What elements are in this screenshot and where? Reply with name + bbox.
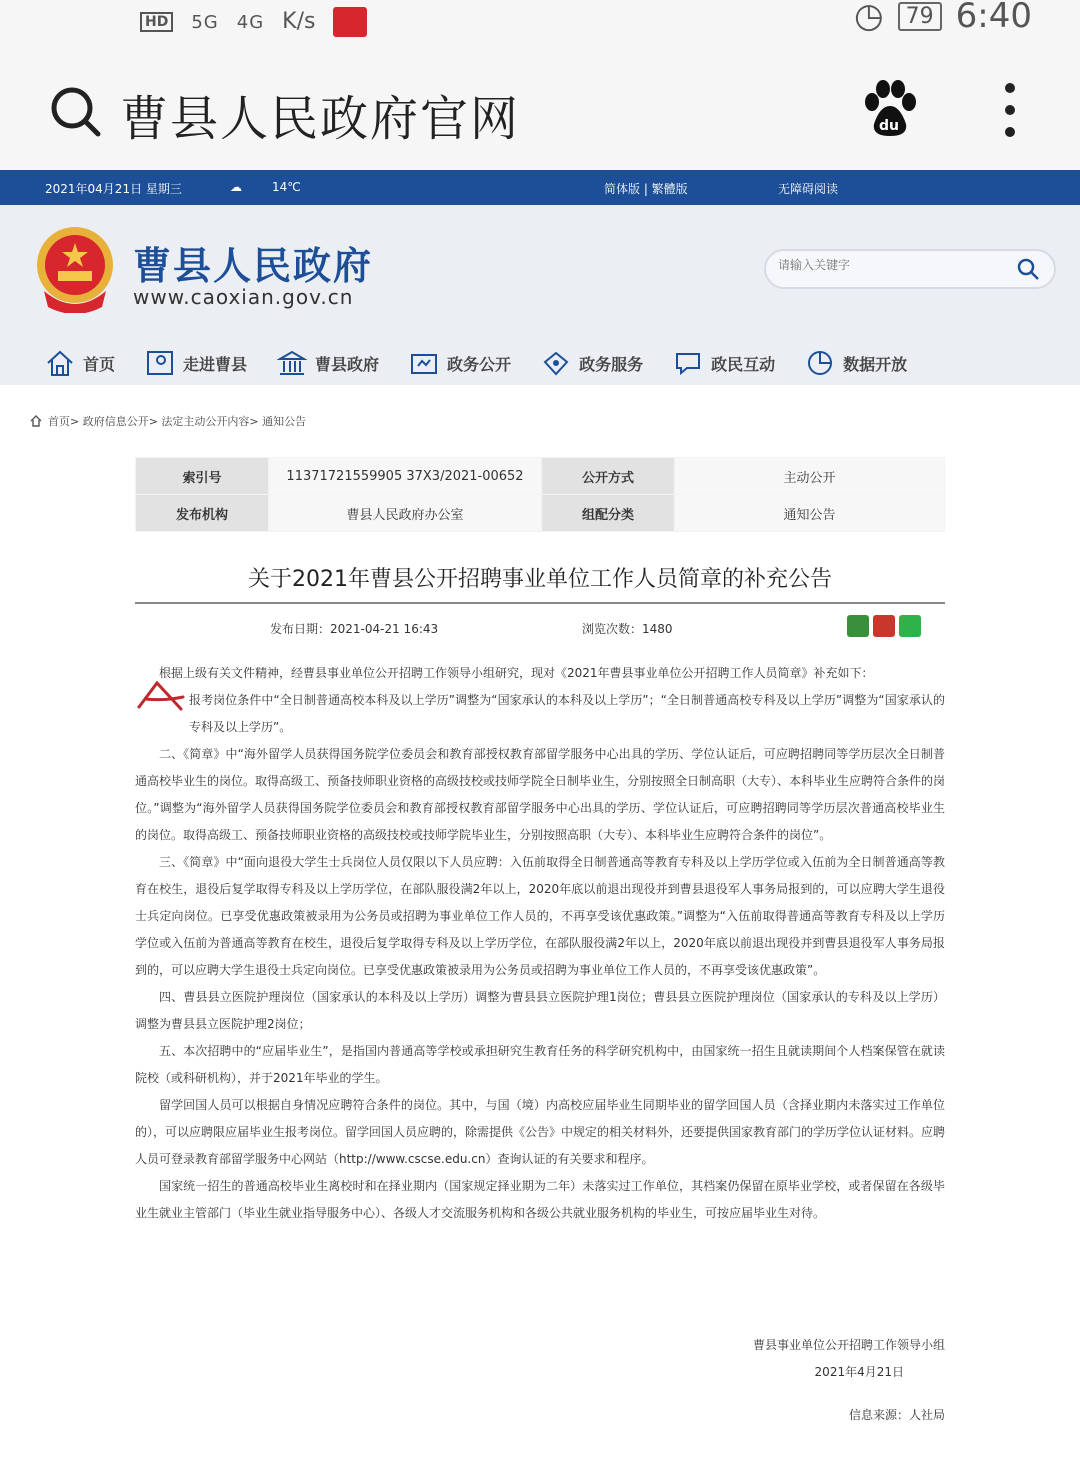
paragraph: 三、《简章》中“面向退役大学生士兵岗位人员仅限以下人员应聘：入伍前取得全日制普通高等教育专科及以上学历学位或入伍前为全日制普通高等教育在校生，退役后复学取得专科及以上学历学位，在部队服役满2年以上，2020年底以前退出现役并到曹县退役军人事务局报到的，可以应聘大学生退役士兵定向岗位。已享受优惠政策被录用为公务员或招聘为事业单位工作人员的，不再享受该优惠政策。”调整为“入伍前取得普通高等教育专科及以上学历学位或入伍前为普通高等教育在校生，退役后复学取得专科及以上学历学位，在部队服役满2年以上，2020年底以前退出现役并到曹县退役军人事务局报到的，可以应聘大学生退役士兵定向岗位。已享受优惠政策被录用为公务员或招聘为事业单位工作人员的，不再享受该优惠政策”。 [135, 855, 945, 977]
meta-label: 组配分类 [542, 495, 675, 532]
site-top-bar [0, 170, 1080, 205]
signature-org: 曹县事业单位公开招聘工作领导小组 [752, 1338, 945, 1352]
site-url: www.caoxian.gov.cn [133, 285, 354, 309]
weibo-icon[interactable] [873, 615, 895, 637]
handwritten-mark-icon [135, 677, 185, 713]
language-switch[interactable]: 简体版 | 繁體版 [604, 182, 688, 196]
title-divider [135, 602, 945, 604]
article-info [135, 618, 945, 642]
more-vertical-icon[interactable] [1000, 80, 1020, 140]
signal-4g: 4G [236, 11, 265, 33]
accessible-reading-link[interactable]: 无障碍阅读 [778, 182, 839, 196]
nav-item-government[interactable] [277, 345, 379, 381]
site-search-input[interactable] [776, 257, 1000, 273]
paragraph: 根据上级有关文件精神，经曹县事业单位公开招聘工作领导小组研究，现对《2021年曹县事业单位公开招聘工作人员简章》补充如下： [159, 666, 874, 680]
paragraph: 五、本次招聘中的“应届毕业生”，是指国内普通高等学校或承担研究生教育任务的科学研究机构中，由国家统一招生且就读期间个人档案保管在就读院校（或科研机构），并于2021年毕业的学生。 [135, 1044, 945, 1085]
meta-label: 索引号 [136, 458, 269, 495]
map-icon [145, 348, 175, 378]
nav-item-interaction[interactable] [673, 345, 775, 381]
breadcrumb [30, 413, 306, 429]
browser-address-bar [0, 50, 1080, 170]
breadcrumb-path[interactable]: 首页> 政府信息公开> 法定主动公开内容> 通知公告 [48, 415, 307, 428]
nav-item-open-data[interactable] [805, 345, 907, 381]
meta-label: 公开方式 [542, 458, 675, 495]
info-source: 信息来源：人社局 [848, 1408, 945, 1422]
meta-value: 通知公告 [675, 495, 945, 532]
document-meta-table [135, 457, 945, 532]
app-notification-icon [333, 7, 367, 37]
nav-item-services[interactable] [541, 345, 643, 381]
data-icon [805, 348, 835, 378]
paragraph [135, 687, 945, 741]
signal-5g: 5G [191, 11, 219, 33]
publish-date: 发布日期：2021-04-21 16:43 [270, 622, 439, 636]
national-emblem-icon [34, 225, 116, 313]
search-icon[interactable] [1016, 257, 1040, 281]
home-icon [45, 348, 75, 378]
site-search-box [764, 249, 1056, 289]
date-text: 2021年04月21日 星期三 [45, 182, 182, 196]
nav-label: 首页 [83, 354, 116, 374]
nav-label: 曹县政府 [315, 354, 380, 374]
hd-badge: HD [140, 12, 173, 32]
nav-label: 政民互动 [711, 354, 776, 374]
nav-label: 政务服务 [579, 354, 644, 374]
government-building-icon [277, 348, 307, 378]
battery-level: 79 [898, 2, 942, 31]
paragraph-text: 报考岗位条件中“全日制普通高校本科及以上学历”调整为“国家承认的本科及以上学历”；“全日制普通高校专科及以上学历”调整为“国家承认的专科及以上学历”。 [189, 693, 945, 734]
interaction-icon [673, 348, 703, 378]
paragraph: 留学回国人员可以根据自身情况应聘符合条件的岗位。其中，与国（境）内高校应届毕业生同期毕业的留学回国人员（含择业期内未落实过工作单位的），可以应聘限应届毕业生报考岗位。留学回国人员应聘的，除需提供《公告》中规定的相关材料外，还要提供国家教育部门的学历学位认证材料。应聘人员可登录教育部留学服务中心网站（http://www.cscse.edu.cn）查询认证的有关要求和程序。 [135, 1098, 946, 1166]
paragraph: 四、曹县县立医院护理岗位（国家承认的本科及以上学历）调整为曹县县立医院护理1岗位；曹县县立医院护理岗位（国家承认的专科及以上学历）调整为曹县县立医院护理2岗位； [135, 990, 945, 1031]
site-header [0, 205, 1080, 385]
meta-label: 发布机构 [136, 495, 269, 532]
signature-date: 2021年4月21日 [814, 1365, 904, 1379]
nav-item-about[interactable] [145, 345, 247, 381]
favorite-icon[interactable] [847, 615, 869, 637]
wechat-icon[interactable] [899, 615, 921, 637]
open-affairs-icon [409, 348, 439, 378]
nav-label: 数据开放 [843, 354, 908, 374]
svg-text:du: du [879, 118, 899, 134]
share-buttons [847, 615, 921, 637]
site-name: 曹县人民政府 [133, 244, 374, 288]
nav-label: 走进曹县 [183, 354, 248, 374]
nav-item-open-affairs[interactable] [409, 345, 511, 381]
main-nav [45, 345, 937, 381]
status-bar [0, 0, 1080, 50]
paragraph: 二、《简章》中“海外留学人员获得国务院学位委员会和教育部授权教育部留学服务中心出具的学历、学位认证后，可应聘招聘同等学历层次全日制普通高校毕业生的岗位。取得高级工、预备技师职业资格的高级技校或技师学院全日制毕业生，分别按照全日制高职（大专）、本科毕业生应聘符合条件的岗位。”调整为“海外留学人员获得国务院学位委员会和教育部授权教育部留学服务中心出具的学历、学位认证后，可应聘招聘同等学历层次普通高校毕业生的岗位。取得高级工、预备技师职业资格的高级技校或技师学院毕业生，分别按照高职（大专）、本科毕业生应聘符合条件的岗位”。 [135, 747, 946, 842]
search-icon[interactable] [48, 84, 102, 138]
service-icon [541, 348, 571, 378]
home-icon [30, 415, 42, 427]
meta-value: 主动公开 [675, 458, 945, 495]
article-body [135, 660, 945, 1227]
temperature: 14℃ [272, 180, 301, 194]
browser-title[interactable]: 曹县人民政府官网 [120, 91, 521, 147]
meta-value: 曹县人民政府办公室 [269, 495, 542, 532]
article-title: 关于2021年曹县公开招聘事业单位工作人员简章的补充公告 [248, 567, 832, 592]
baidu-paw-icon[interactable] [862, 80, 918, 138]
weather-icon: ☁ [230, 180, 242, 194]
view-count: 浏览次数：1480 [582, 622, 673, 636]
net-speed: K/s [282, 9, 316, 34]
clock: 6:40 [955, 0, 1032, 36]
meta-value: 11371721559905 37X3/2021-00652 [269, 458, 542, 495]
nav-item-home[interactable] [45, 345, 115, 381]
nav-label: 政务公开 [447, 354, 512, 374]
paragraph: 国家统一招生的普通高校毕业生离校时和在择业期内（国家规定择业期为二年）未落实过工作单位，其档案仍保留在原毕业学校，或者保留在各级毕业生就业主管部门（毕业生就业指导服务中心）、各级人才交流服务机构和各级公共就业服务机构的毕业生，可按应届毕业生对待。 [135, 1179, 945, 1220]
alarm-icon: ◷ [853, 0, 884, 36]
